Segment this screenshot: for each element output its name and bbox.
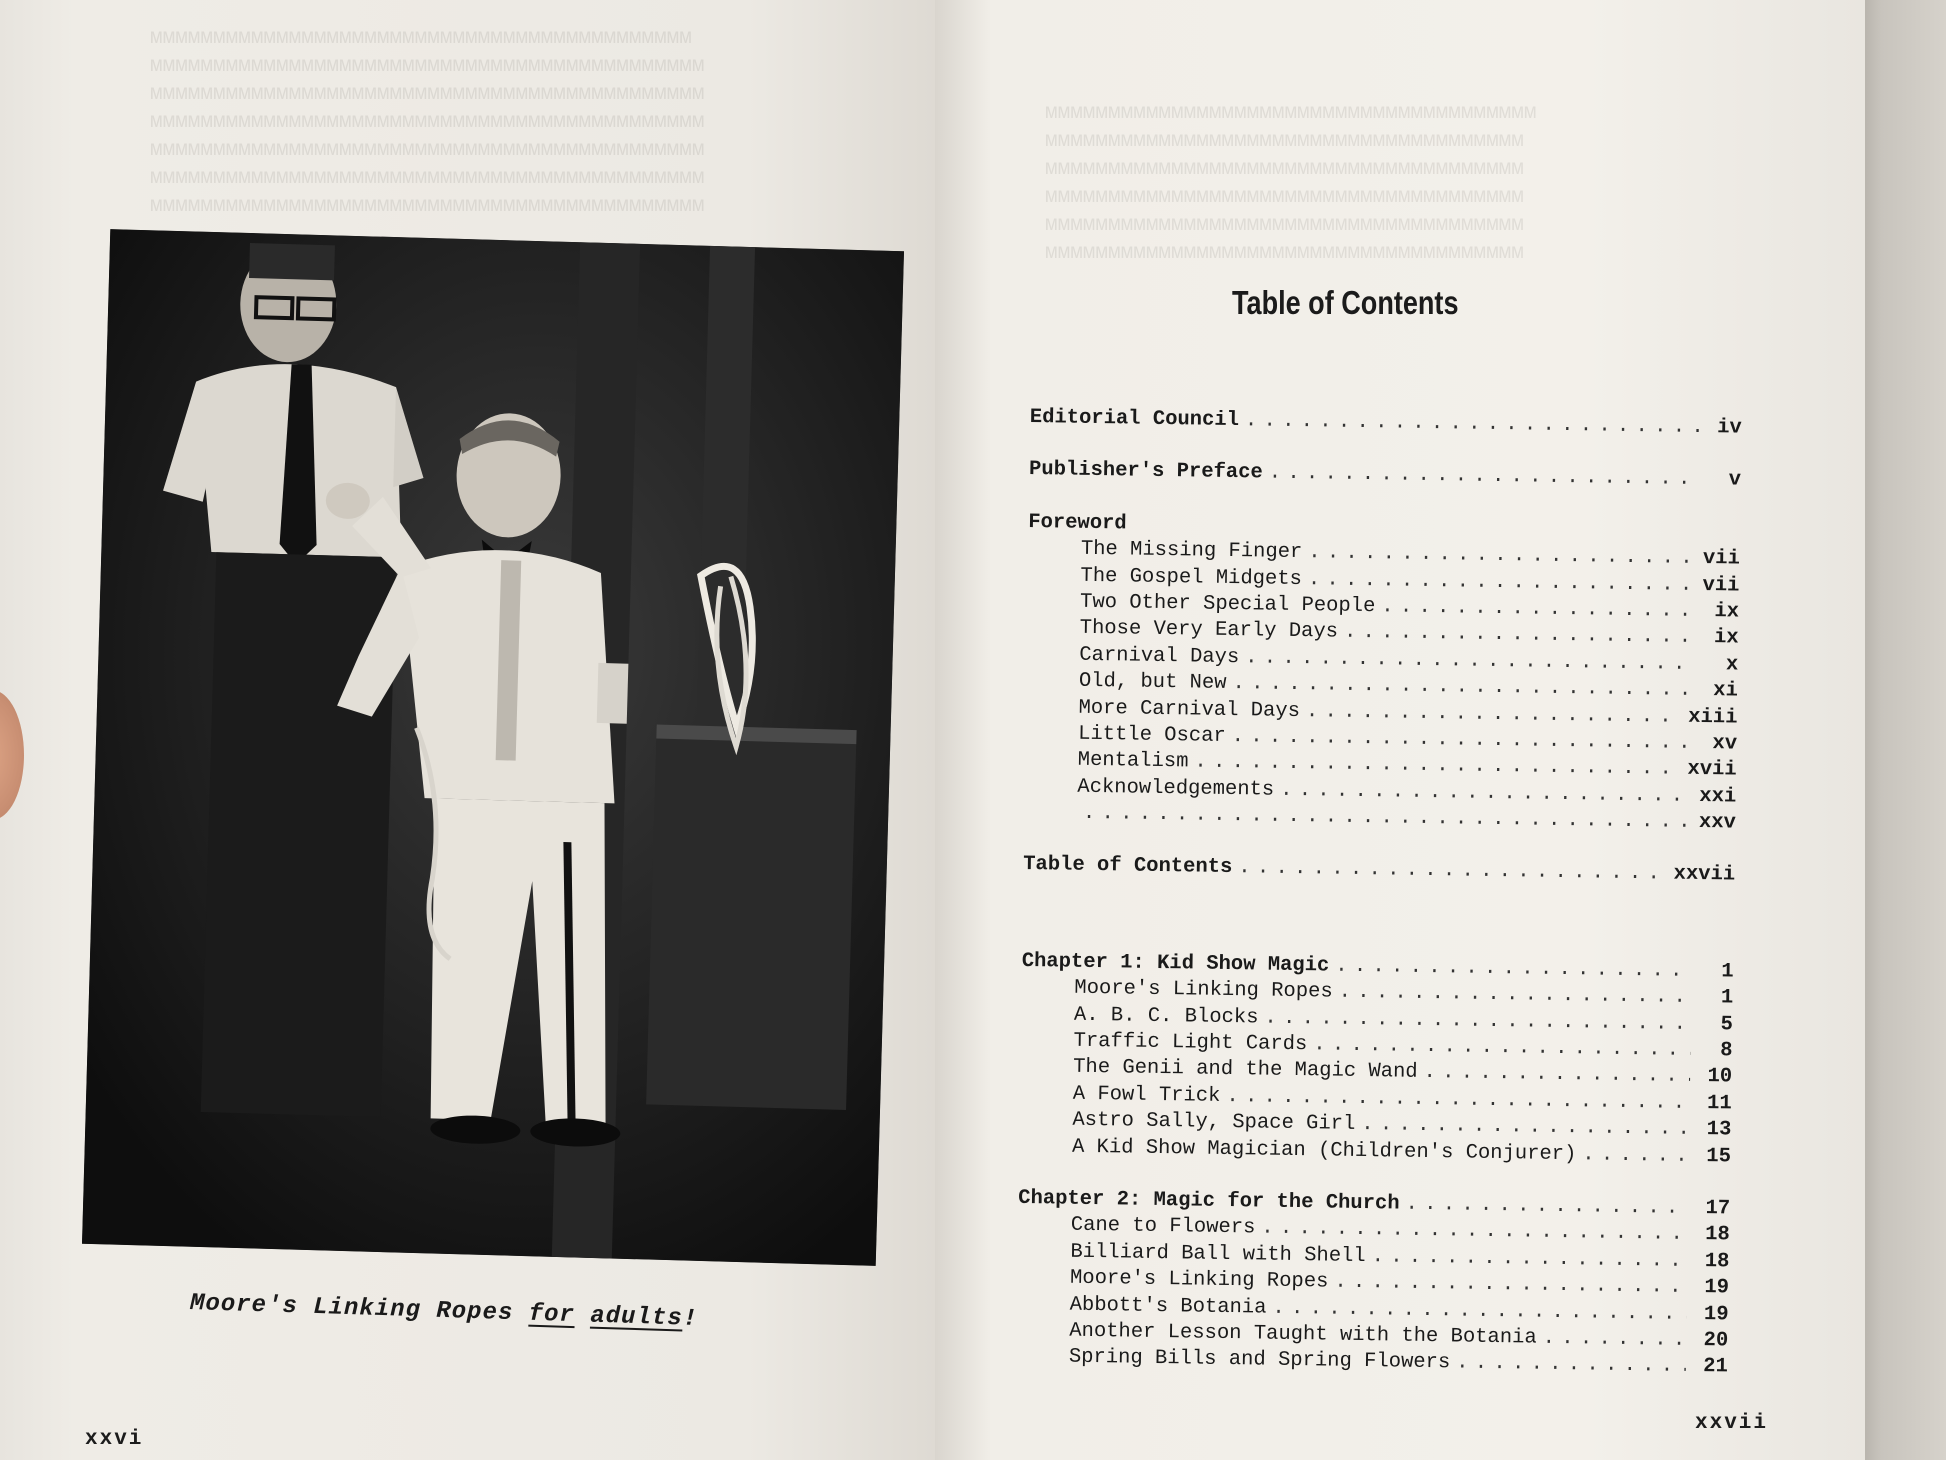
bleed-through-text: ммммммммммммммммммммммммммммммммммммммммммм мммммммммммммммммммммммммммммммммммммммммммм мммммммммммммммммммммммммммммммммммммммммммм мммммммммммммммммммммммммммммммммммммммммммм мммммммммммммммммммммммммммммммммммммммммммм мммммммммммммммммммммммммммммммммммммммммммм мммммммммммммммммммммммммммммммммммммммммммм — [150, 27, 705, 218]
toc-entry-page: vii — [1702, 573, 1740, 598]
toc-leader-dots — [1334, 1271, 1687, 1299]
toc-entry-title: Moore's Linking Ropes — [1069, 1266, 1329, 1294]
book-edge — [1865, 0, 1946, 1460]
toc-entry-title: Astro Sally, Space Girl — [1072, 1108, 1356, 1137]
page-title: Table of Contents — [1232, 284, 1459, 321]
toc-entry-title: Another Lesson Taught with the Botania — [1069, 1319, 1537, 1350]
toc-entry-page: 1 — [1720, 986, 1734, 1010]
toc-entry-page: 11 — [1706, 1091, 1732, 1116]
toc-leader-dots — [1582, 1143, 1689, 1168]
toc-entry-title: Mentalism — [1077, 749, 1189, 774]
toc-entry-page: ix — [1714, 600, 1740, 624]
toc-leader-dots — [1344, 621, 1697, 649]
right-page-number: xxvii — [1695, 1412, 1769, 1435]
toc-entry-title: Moore's Linking Ropes — [1074, 976, 1333, 1004]
toc-leader-dots — [1313, 1033, 1691, 1062]
toc-leader-dots — [1423, 1061, 1690, 1088]
toc-leader-dots — [1543, 1327, 1687, 1352]
toc-entry-title: Little Oscar — [1077, 722, 1226, 748]
toc-leader-dots — [1372, 1245, 1688, 1273]
toc-entry-title: Acknowledgements — [1077, 775, 1275, 802]
toc-entry-title: A Kid Show Magician (Children's Conjurer) — [1071, 1135, 1577, 1166]
table-of-contents — [1016, 406, 1742, 1382]
toc-leader-dots — [1272, 1296, 1686, 1325]
toc-entry-title: The Gospel Midgets — [1080, 564, 1303, 591]
toc-entry-page: xxvii — [1673, 863, 1736, 887]
toc-entry-page: 5 — [1720, 1012, 1734, 1037]
photo-caption: Moore's Linking Ropes for adults! — [189, 1290, 699, 1333]
toc-entry-title: A. B. C. Blocks — [1073, 1003, 1259, 1030]
toc-entry-title: More Carnival Days — [1078, 696, 1301, 723]
toc-entry-title: Spring Bills and Spring Flowers — [1068, 1346, 1451, 1375]
toc-leader-dots — [1335, 954, 1692, 982]
toc-entry-page: xvii — [1687, 758, 1737, 782]
toc-entry-page: 21 — [1703, 1355, 1728, 1379]
toc-entry-title: Cane to Flowers — [1070, 1214, 1256, 1240]
toc-entry-page — [1704, 537, 1740, 538]
toc-leader-dots — [1456, 1352, 1686, 1378]
toc-entry-page: 19 — [1703, 1302, 1729, 1327]
toc-entry-page: 17 — [1705, 1197, 1731, 1221]
toc-leader-dots — [1339, 981, 1692, 1009]
toc-leader-dots — [1381, 595, 1697, 623]
toc-entry-page: 15 — [1706, 1144, 1732, 1169]
toc-entry-title: Old, but New — [1078, 669, 1227, 696]
toc-entry-title: Billiard Ball with Shell — [1070, 1240, 1366, 1268]
toc-entry-title: Publisher's Preface — [1028, 458, 1263, 485]
photo-illustration — [82, 229, 904, 1266]
toc-entry-page: xxi — [1699, 784, 1737, 809]
toc-entry-title: The Missing Finger — [1080, 537, 1303, 565]
toc-entry-title: Chapter 2: Magic for the Church — [1018, 1186, 1400, 1216]
toc-entry-title: Traffic Light Cards — [1073, 1029, 1308, 1057]
toc-entry-title: Editorial Council — [1029, 406, 1240, 433]
toc-entry-page: xiii — [1688, 705, 1738, 730]
toc-leader-dots — [1280, 778, 1694, 807]
toc-entry-page: 8 — [1720, 1039, 1733, 1063]
toc-entry-page: iv — [1716, 416, 1742, 440]
toc-entry-page: 1 — [1721, 960, 1734, 984]
toc-entry-page: vii — [1702, 547, 1740, 571]
toc-entry-title: Table of Contents — [1023, 853, 1233, 880]
toc-entry-page: v — [1728, 468, 1742, 492]
toc-entry-title: Carnival Days — [1079, 643, 1240, 669]
toc-entry-page: xxv — [1698, 811, 1737, 835]
toc-entry-page: 19 — [1704, 1276, 1730, 1300]
toc-leader-dots — [1405, 1193, 1688, 1220]
toc-entry-page: xv — [1712, 732, 1738, 756]
bleed-through-text: ммммммммммммммммммммммммммммммммммммммм мммммммммммммммммммммммммммммммммммммм мммммммммммммммммммммммммммммммммммммм мммммммммммммммммммммммммммммммммммммм мммммммммммммммммммммммммммммммммммммм мммммммммммммммммммммммммммммммммммммм — [1045, 102, 1537, 265]
thumb — [0, 690, 24, 820]
toc-leader-dots — [1308, 568, 1697, 597]
toc-leader-dots — [1306, 700, 1683, 729]
toc-entry-page: 20 — [1703, 1329, 1729, 1353]
toc-entry-page: ix — [1713, 626, 1739, 650]
toc-entry-title: A Fowl Trick — [1072, 1082, 1221, 1108]
toc-entry-title: Foreword — [1028, 510, 1127, 536]
left-page — [0, 0, 935, 1460]
toc-entry-title: The Genii and the Magic Wand — [1073, 1056, 1418, 1085]
toc-entry-page: 18 — [1704, 1223, 1730, 1247]
toc-entry-page: 10 — [1707, 1065, 1733, 1089]
toc-entry-page: x — [1725, 653, 1739, 677]
toc-entry-title: Chapter 1: Kid Show Magic — [1021, 949, 1330, 978]
toc-leader-dots — [1308, 541, 1697, 570]
toc-entry-title: Abbott's Botania — [1069, 1293, 1267, 1320]
toc-leader-dots — [1261, 1217, 1688, 1246]
magician-photo — [82, 229, 904, 1266]
toc-entry-page: 13 — [1706, 1118, 1732, 1142]
toc-leader-dots — [1264, 1006, 1691, 1035]
toc-entry-title: Those Very Early Days — [1079, 617, 1339, 644]
toc-entry-page: xi — [1713, 679, 1739, 703]
left-page-number: xxvi — [85, 1428, 144, 1451]
toc-leader-dots — [1361, 1113, 1689, 1141]
toc-entry-page: 18 — [1704, 1249, 1730, 1274]
toc-entry-title: Two Other Special People — [1079, 590, 1376, 619]
